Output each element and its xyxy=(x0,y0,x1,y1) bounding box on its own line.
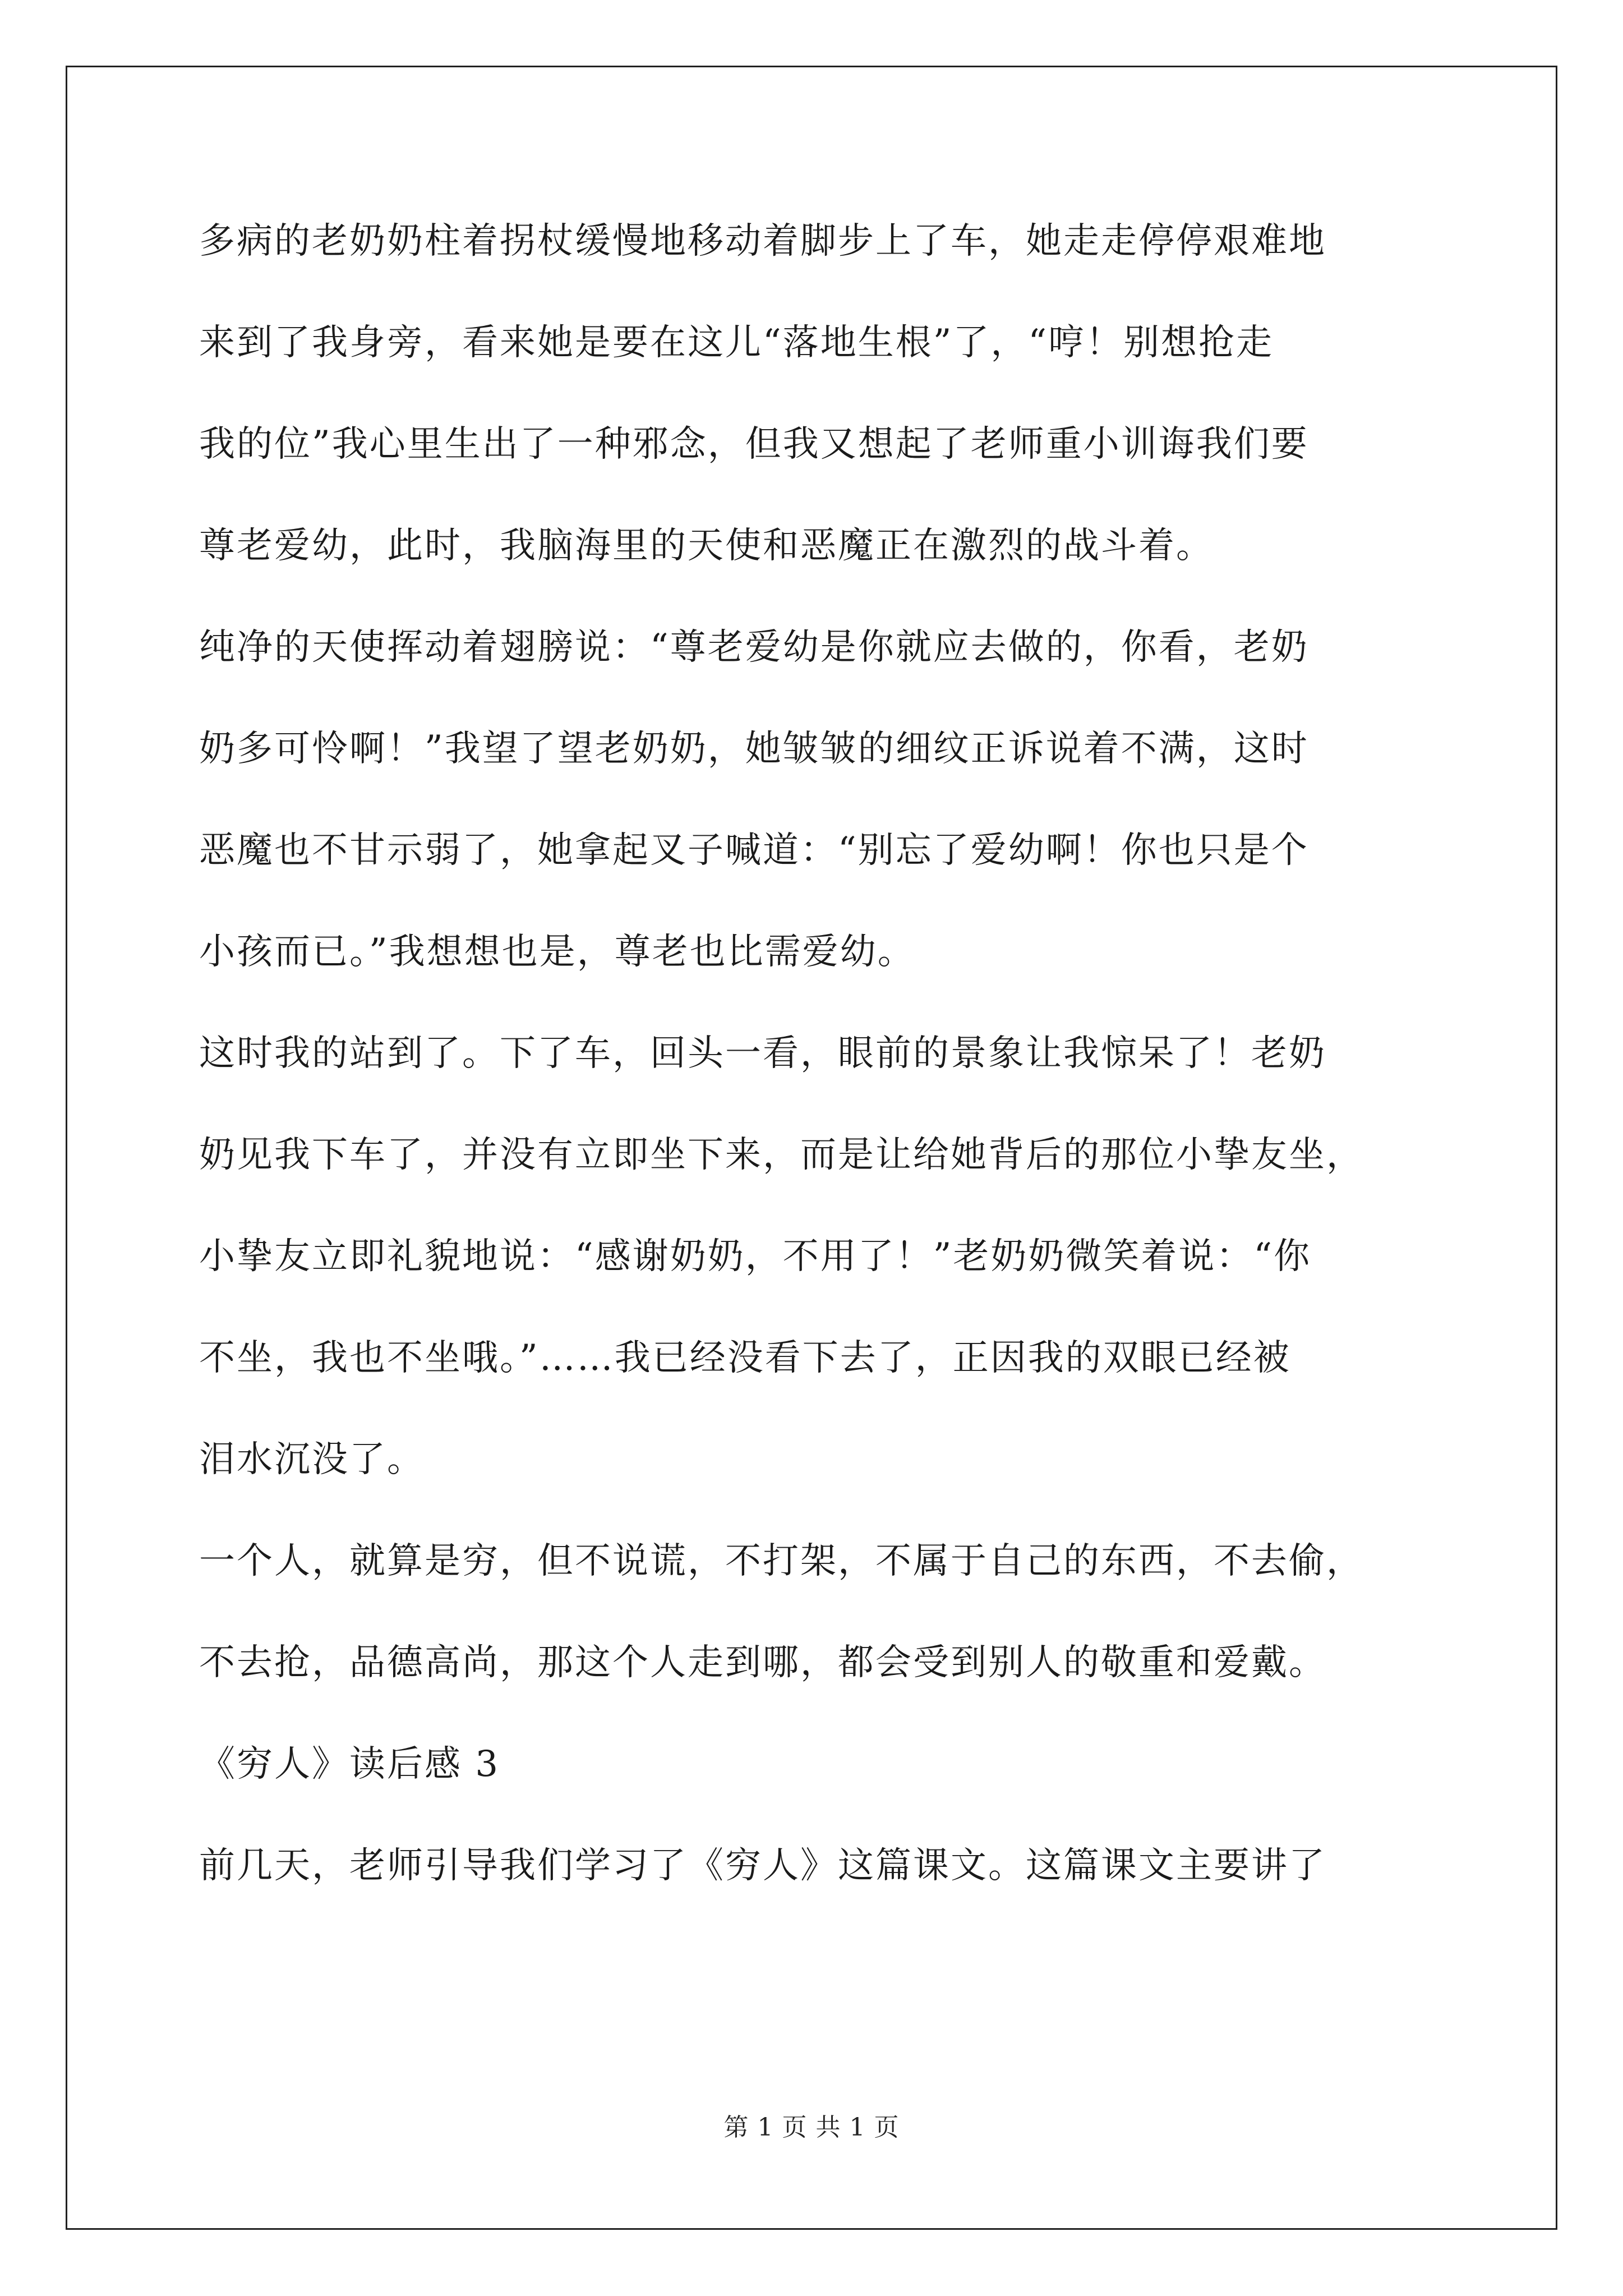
text-line: 奶见我下车了，并没有立即坐下来，而是让给她背后的那位小挚友坐， xyxy=(199,1134,1364,1176)
text-line: 不坐，我也不坐哦。”……我已经没看下去了，正因我的双眼已经被 xyxy=(199,1337,1291,1379)
text-line: 恶魔也不甘示弱了，她拿起叉子喊道：“别忘了爱幼啊！你也只是个 xyxy=(199,830,1309,871)
text-line: 奶多可怜啊！”我望了望老奶奶，她皱皱的细纹正诉说着不满，这时 xyxy=(199,728,1309,770)
page-footer: 第 1 页 共 1 页 xyxy=(723,2113,900,2142)
text-line: 这时我的站到了。下了车，回头一看，眼前的景象让我惊呆了！老奶 xyxy=(199,1033,1326,1074)
text-line: 纯净的天使挥动着翅膀说：“尊老爱幼是你就应去做的，你看，老奶 xyxy=(199,627,1309,668)
text-line: 来到了我身旁，看来她是要在这儿“落地生根”了，“哼！别想抢走 xyxy=(199,322,1274,364)
text-line: 前几天，老师引导我们学习了《穷人》这篇课文。这篇课文主要讲了 xyxy=(199,1845,1326,1887)
text-line: 泪水沉没了。 xyxy=(199,1439,425,1480)
text-line: 一个人，就算是穷，但不说谎，不打架，不属于自己的东西，不去偷， xyxy=(199,1540,1364,1582)
text-line: 小孩而已。”我想想也是，尊老也比需爱幼。 xyxy=(199,931,915,973)
text-line: 尊老爱幼，此时，我脑海里的天使和恶魔正在激烈的战斗着。 xyxy=(199,525,1214,567)
section-heading: 《穷人》读后感 3 xyxy=(199,1743,500,1785)
text-line: 小挚友立即礼貌地说：“感谢奶奶，不用了！”老奶奶微笑着说：“你 xyxy=(199,1236,1312,1277)
text-line: 多病的老奶奶柱着拐杖缓慢地移动着脚步上了车，她走走停停艰难地 xyxy=(199,220,1326,262)
text-line: 不去抢，品德高尚，那这个人走到哪，都会受到别人的敬重和爱戴。 xyxy=(199,1642,1326,1683)
text-line: 我的位”我心里生出了一种邪念，但我又想起了老师重小训诲我们要 xyxy=(199,424,1309,465)
document-body xyxy=(199,220,1489,1949)
